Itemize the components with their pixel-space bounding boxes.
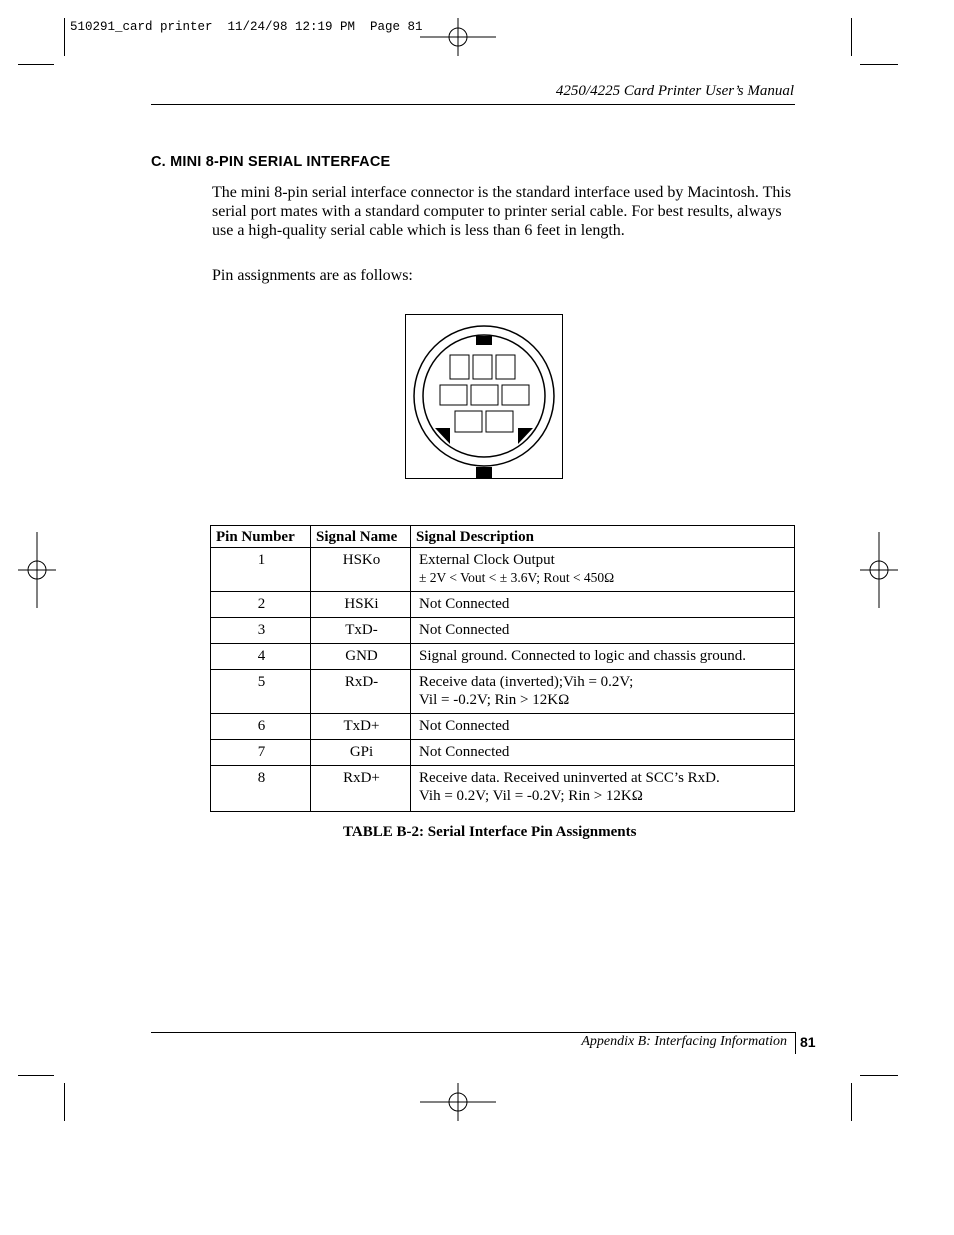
signal-name: GPi	[311, 740, 411, 766]
registration-mark-left	[18, 532, 60, 610]
description-detail: Vih = 0.2V; Vil = -0.2V; Rin > 12KΩ	[419, 788, 643, 804]
pin-number: 3	[211, 618, 311, 644]
signal-description	[411, 548, 795, 592]
signal-description	[411, 670, 795, 714]
signal-name: HSKo	[311, 548, 411, 592]
table-header-row	[211, 526, 795, 548]
description-detail: Vil = -0.2V; Rin > 12KΩ	[419, 692, 570, 708]
table-row	[211, 592, 795, 618]
footer-chapter: Appendix B: Interfacing Information	[581, 1034, 787, 1049]
description-line: Receive data. Received uninverted at SCC’s RxD.	[419, 770, 720, 786]
footer-rule	[151, 1032, 795, 1033]
signal-description: Not Connected	[411, 592, 795, 618]
col-pin-number: Pin Number	[211, 526, 311, 548]
pin-number: 6	[211, 714, 311, 740]
description-line: External Clock Output	[419, 552, 555, 568]
pin-number: 7	[211, 740, 311, 766]
signal-name: RxD+	[311, 766, 411, 812]
signal-description: Not Connected	[411, 740, 795, 766]
table-row	[211, 644, 795, 670]
intro-paragraph: The mini 8-pin serial interface connector is the standard interface used by Macintosh. This serial port mates with a standard computer to printer serial cable. For best results, always use a high-quality serial cable which is less than 6 feet in length.	[212, 184, 792, 239]
registration-mark-right	[860, 532, 902, 610]
pin-number: 8	[211, 766, 311, 812]
pin-number: 2	[211, 592, 311, 618]
registration-mark-bottom	[420, 1083, 498, 1125]
footer-divider	[795, 1032, 796, 1054]
signal-description: Signal ground. Connected to logic and chassis ground.	[411, 644, 795, 670]
description-line: Receive data (inverted);Vih = 0.2V;	[419, 674, 634, 690]
print-slug: 510291_card printer 11/24/98 12:19 PM Page 81	[70, 20, 423, 34]
signal-name: GND	[311, 644, 411, 670]
table-row	[211, 670, 795, 714]
section-title: C. MINI 8-PIN SERIAL INTERFACE	[151, 154, 391, 170]
table-caption: TABLE B-2: Serial Interface Pin Assignments	[343, 824, 637, 840]
signal-name: RxD-	[311, 670, 411, 714]
signal-name: TxD-	[311, 618, 411, 644]
pin-assignment-table	[210, 525, 795, 812]
table-row	[211, 618, 795, 644]
table-row	[211, 740, 795, 766]
pin-number: 1	[211, 548, 311, 592]
signal-name: TxD+	[311, 714, 411, 740]
table-row	[211, 548, 795, 592]
registration-mark-top	[420, 18, 498, 60]
running-header: 4250/4225 Card Printer User’s Manual	[555, 83, 794, 99]
pin-number: 5	[211, 670, 311, 714]
table-row	[211, 766, 795, 812]
header-rule	[151, 104, 795, 105]
mini-din-8-connector-diagram	[405, 314, 563, 479]
pin-number: 4	[211, 644, 311, 670]
signal-name: HSKi	[311, 592, 411, 618]
signal-description: Not Connected	[411, 714, 795, 740]
col-signal-name: Signal Name	[311, 526, 411, 548]
page-number: 81	[800, 1034, 816, 1050]
signal-description: Not Connected	[411, 618, 795, 644]
pin-intro-paragraph: Pin assignments are as follows:	[212, 267, 413, 284]
table-row	[211, 714, 795, 740]
description-detail: ± 2V < Vout < ± 3.6V; Rout < 450Ω	[419, 570, 615, 585]
col-signal-description: Signal Description	[411, 526, 795, 548]
signal-description	[411, 766, 795, 812]
